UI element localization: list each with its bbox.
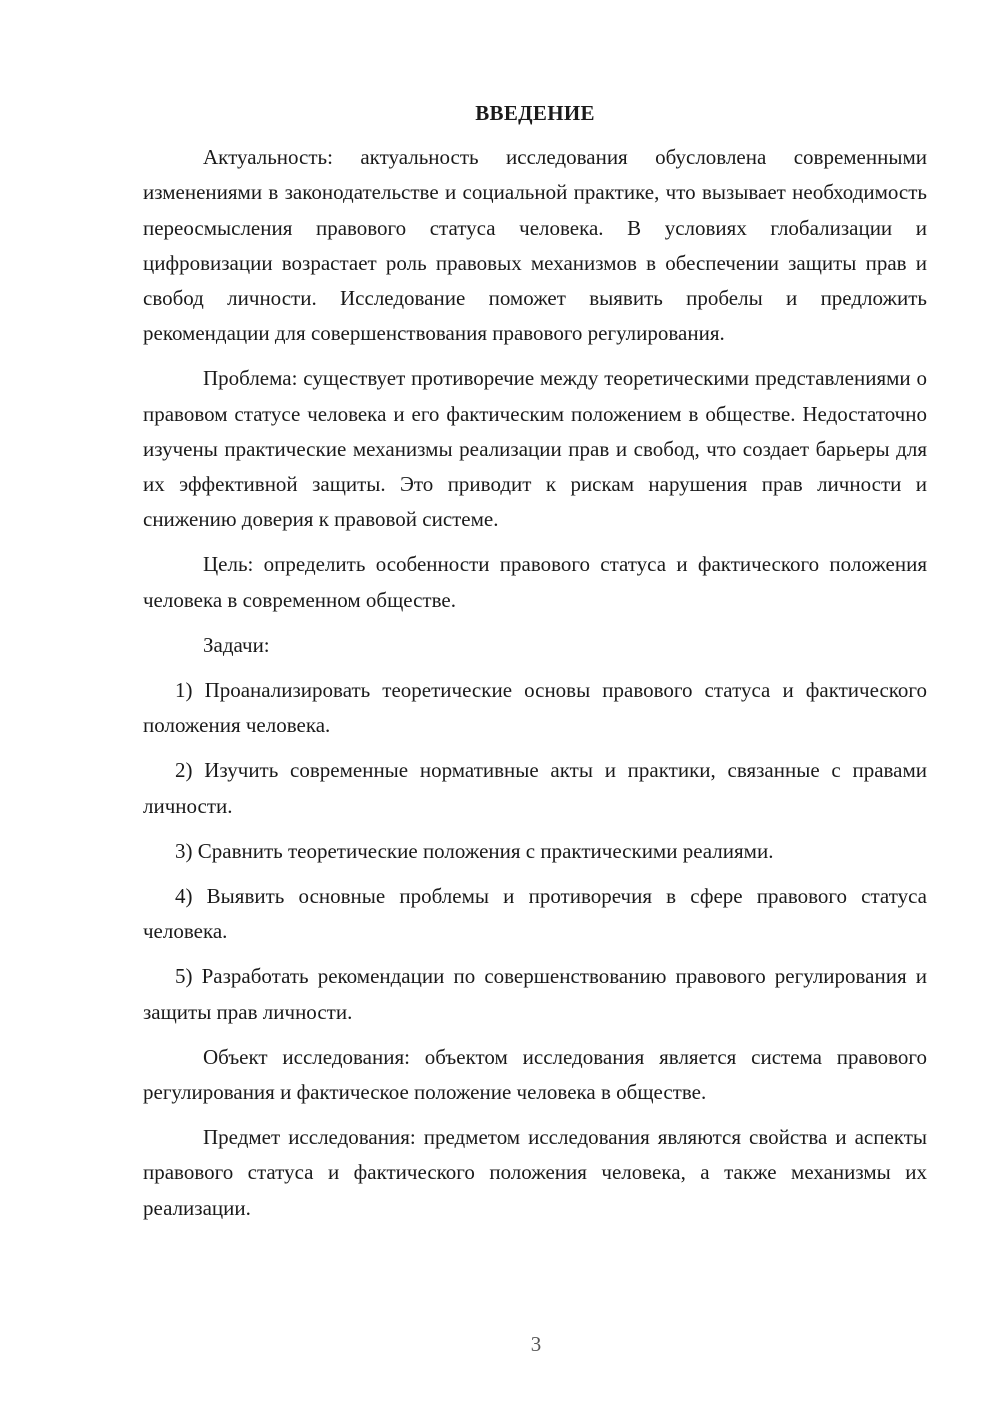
page-number: 3: [530, 1332, 542, 1356]
paragraph-object: Объект исследования: объектом исследования является система правового регулирования и фактическое положение человека в обществе.: [143, 1044, 927, 1105]
task-item-1: 1) Проанализировать теоретические основы правового статуса и фактического положения человека.: [143, 678, 927, 738]
paragraph-relevance: Актуальность: актуальность исследования обусловлена современными изменениями в законодательстве и социальной практике, что вызывает необходимость переосмысления правового статуса человека. В условиях глобализации и цифровизации возрастает роль правовых механизмов в обеспечении защиты прав и свобод личности. Исследование поможет выявить пробелы и предложить рекомендации для совершенствования правового регулирования.: [143, 145, 927, 346]
paragraph-subject: Предмет исследования: предметом исследования являются свойства и аспекты правового статуса и фактического положения человека, а также механизмы их реализации.: [143, 1125, 927, 1220]
paragraph-problem: Проблема: существует противоречие между теоретическими представлениями о правовом статусе человека и его фактическим положением в обществе. Недостаточно изучены практические механизмы реализации прав и свобод, что создает барьеры для их эффективной защиты. Это приводит к рискам нарушения прав личности и снижению доверия к правовой системе.: [143, 366, 927, 532]
section-title: ВВЕДЕНИЕ: [475, 101, 595, 125]
task-item-2: 2) Изучить современные нормативные акты и практики, связанные с правами личности.: [143, 758, 927, 818]
task-item-5: 5) Разработать рекомендации по совершенствованию правового регулирования и защиты прав личности.: [143, 964, 927, 1024]
paragraph-goal: Цель: определить особенности правового статуса и фактического положения человека в современном обществе.: [143, 552, 927, 612]
page-content: [143, 96, 927, 1236]
tasks-heading: Задачи:: [203, 632, 270, 657]
task-item-4: 4) Выявить основные проблемы и противоречия в сфере правового статуса человека.: [143, 884, 927, 944]
task-item-3: 3) Сравнить теоретические положения с практическими реалиями.: [175, 838, 774, 863]
